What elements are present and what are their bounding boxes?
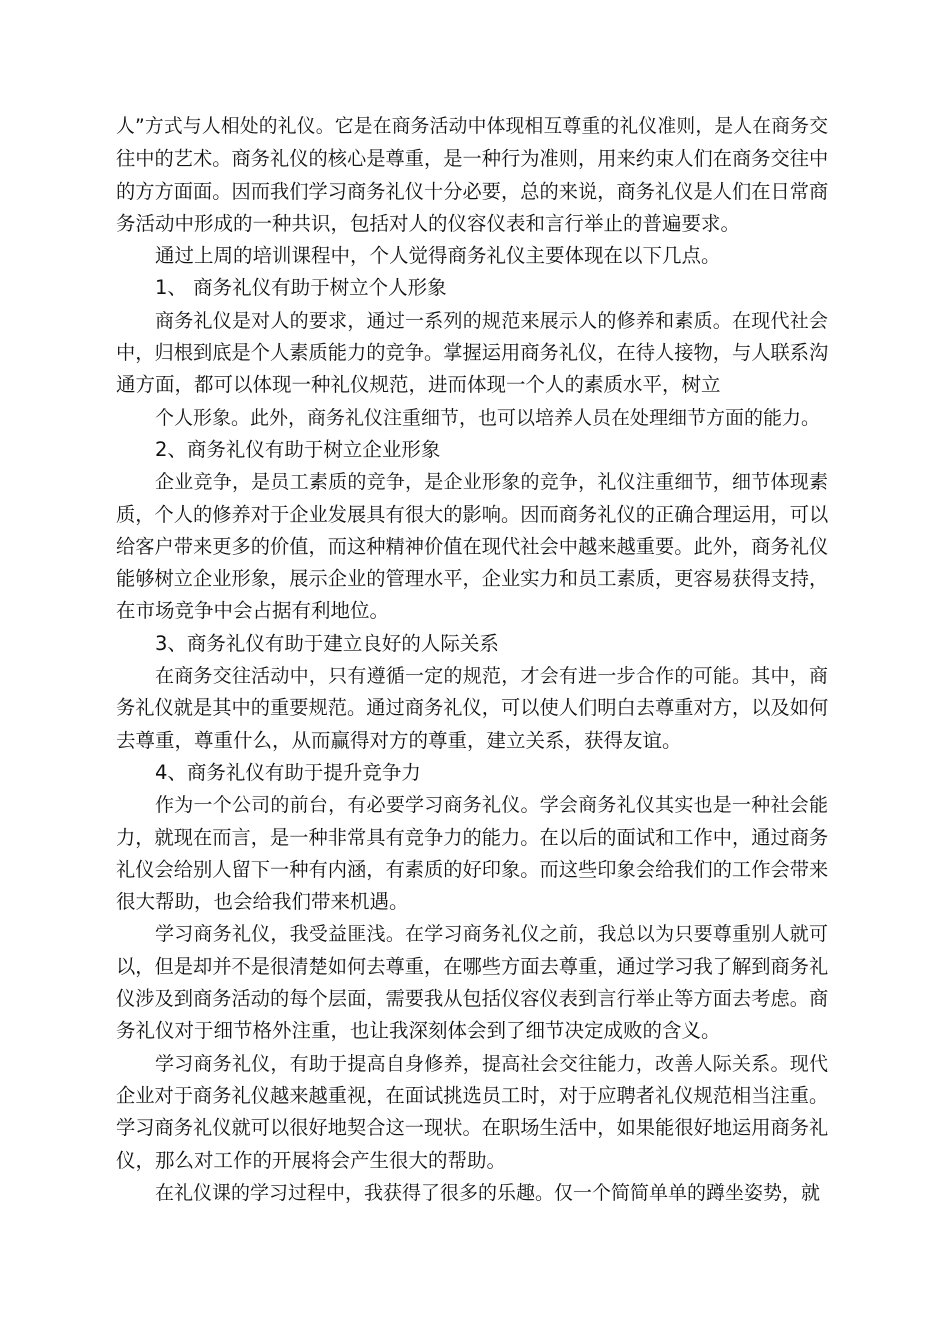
paragraph-point-1 xyxy=(116,305,828,402)
text-line: 力，就现在而言，是一种非常具有竞争力的能力。在以后的面试和工作中，通过商务 xyxy=(116,825,829,849)
paragraph-point-4 xyxy=(116,789,828,918)
text-line: 的方方面面。因而我们学习商务礼仪十分必要，总的来说，商务礼仪是人们在日常商 xyxy=(116,179,829,203)
document-body-text xyxy=(116,111,828,1209)
text-line: 作为一个公司的前台，有必要学习商务礼仪。学会商务礼仪其实也是一种社会能 xyxy=(155,794,828,817)
heading-point-2 xyxy=(116,434,828,466)
text-line: 中，归根到底是个人素质能力的竞争。掌握运用商务礼仪，在待人接物，与人联系沟 xyxy=(116,341,829,365)
text-line: 务活动中形成的一种共识，包括对人的仪容仪表和言行举止的普遍要求。 xyxy=(116,211,741,235)
text-line: 往中的艺术。商务礼仪的核心是尊重，是一种行为准则，用来约束人们在商务交往中 xyxy=(116,147,829,171)
text-line: 通过上周的培训课程中，个人觉得商务礼仪主要体现在以下几点。 xyxy=(155,244,721,268)
text-line: 企业竞争，是员工素质的竞争，是企业形象的竞争，礼仪注重细节，细节体现素 xyxy=(155,471,828,494)
text-line: 个人形象。此外，商务礼仪注重细节，也可以培养人员在处理细节方面的能力。 xyxy=(155,406,821,429)
text-line: 在商务交往活动中，只有遵循一定的规范，才会有进一步合作的可能。其中，商 xyxy=(155,665,828,688)
text-line: 通方面，都可以体现一种礼仪规范，进而体现一个人的素质水平，树立 xyxy=(116,373,721,397)
text-line: 以，但是却并不是很清楚如何去尊重，在哪些方面去尊重，通过学习我了解到商务礼 xyxy=(116,954,829,978)
text-line: 在市场竞争中会占据有利地位。 xyxy=(116,599,390,623)
text-line: 务礼仪对于细节格外注重，也让我深刻体会到了细节决定成败的含义。 xyxy=(116,1019,721,1043)
text-line: 商务礼仪是对人的要求，通过一系列的规范来展示人的修养和素质。在现代社会 xyxy=(155,309,828,332)
heading-point-1 xyxy=(116,272,828,304)
text-line: 学习商务礼仪，有助于提高自身修养，提高社会交往能力，改善人际关系。现代 xyxy=(155,1052,828,1075)
text-line: 质，个人的修养对于企业发展具有很大的影响。因而商务礼仪的正确合理运用，可以 xyxy=(116,502,829,526)
text-line: 1、 商务礼仪有助于树立个人形象 xyxy=(155,276,447,300)
text-line: 在礼仪课的学习过程中，我获得了很多的乐趣。仅一个简简单单的蹲坐姿势，就 xyxy=(155,1181,821,1204)
text-line: 企业对于商务礼仪越来越重视，在面试挑选员工时，对于应聘者礼仪规范相当注重。 xyxy=(116,1083,829,1107)
paragraph-intro-continued xyxy=(116,111,828,240)
paragraph-reflection-2 xyxy=(116,1048,828,1177)
paragraph-point-1-continued xyxy=(116,402,828,434)
paragraph-overview xyxy=(116,240,828,272)
text-line: 去尊重，尊重什么，从而赢得对方的尊重，建立关系，获得友谊。 xyxy=(116,728,682,752)
heading-point-4 xyxy=(116,757,828,789)
text-line: 学习商务礼仪就可以很好地契合这一现状。在职场生活中，如果能很好地运用商务礼 xyxy=(116,1116,829,1140)
paragraph-point-3 xyxy=(116,660,828,757)
text-line: 仪涉及到商务活动的每个层面，需要我从包括仪容仪表到言行举止等方面去考虑。商 xyxy=(116,987,829,1011)
text-line: 仪，那么对工作的开展将会产生很大的帮助。 xyxy=(116,1148,507,1172)
text-line: 2、商务礼仪有助于树立企业形象 xyxy=(155,437,441,461)
paragraph-reflection-1 xyxy=(116,918,828,1047)
text-line: 能够树立企业形象，展示企业的管理水平，企业实力和员工素质，更容易获得支持， xyxy=(116,567,829,591)
text-line: 很大帮助，也会给我们带来机遇。 xyxy=(116,890,409,914)
paragraph-point-2 xyxy=(116,466,828,627)
paragraph-reflection-3 xyxy=(116,1177,828,1209)
text-line: 3、商务礼仪有助于建立良好的人际关系 xyxy=(155,631,499,655)
text-line: 给客户带来更多的价值，而这种精神价值在现代社会中越来越重要。此外，商务礼仪 xyxy=(116,534,829,558)
heading-point-3 xyxy=(116,628,828,660)
text-line: 学习商务礼仪，我受益匪浅。在学习商务礼仪之前，我总以为只要尊重别人就可 xyxy=(155,923,828,946)
text-line: 务礼仪就是其中的重要规范。通过商务礼仪，可以使人们明白去尊重对方，以及如何 xyxy=(116,696,829,720)
text-line: 4、商务礼仪有助于提升竞争力 xyxy=(155,760,421,784)
text-line: 礼仪会给别人留下一种有内涵，有素质的好印象。而这些印象会给我们的工作会带来 xyxy=(116,857,829,881)
text-line: 人”方式与人相处的礼仪。它是在商务活动中体现相互尊重的礼仪准则，是人在商务交 xyxy=(116,116,828,137)
